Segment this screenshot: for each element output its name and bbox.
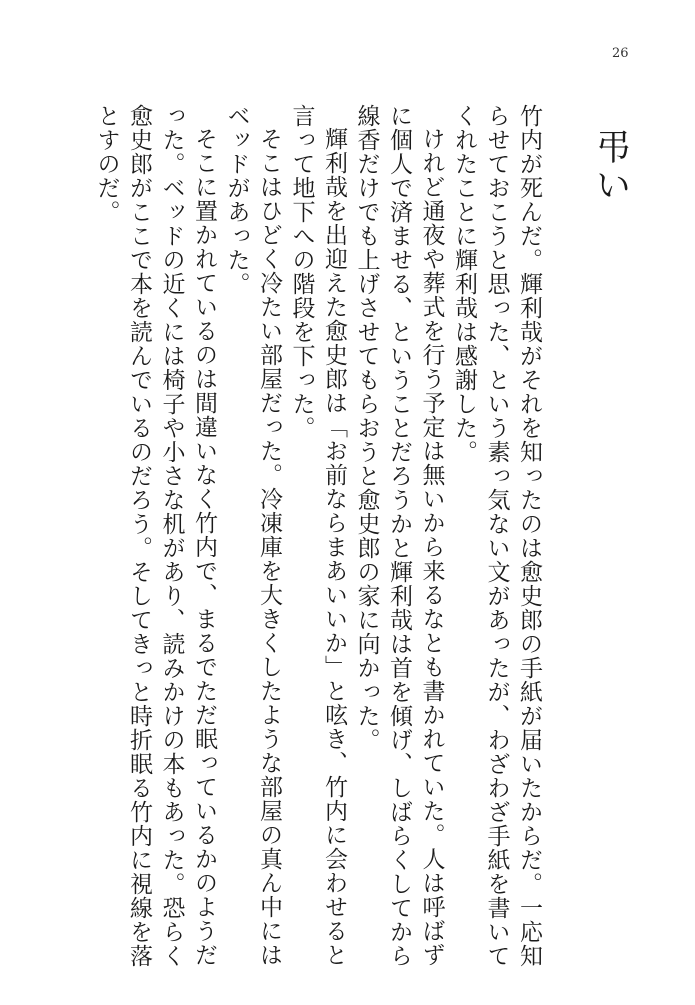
paragraph-1: 竹内が死んだ。輝利哉がそれを知ったのは愈史郎の手紙が届いたからだ。一応知らせておこうと思った、という素っ気ない文があったが、わざわざ手紙を書いてくれたことに輝利哉は感謝した。 [451, 104, 542, 968]
chapter-title: 弔い [590, 128, 631, 204]
body-text [90, 104, 545, 984]
paragraph-5: そこに置かれているのは間違いなく竹内で、まるでただ眠っているかのようだった。ベッドの近くには椅子や小さな机があり、読みかけの本もあった。恐らく愈史郎がここで本を読んでいるのだろう。そしてきっと時折眠る竹内に視線を落とすのだ。 [93, 104, 217, 968]
paragraph-3: 輝利哉を出迎えた愈史郎は「お前ならまあいいか」と呟き、竹内に会わせると言って地下への階段を下った。 [288, 104, 347, 967]
paragraph-2: けれど通夜や葬式を行う予定は無いから来るなとも書かれていた。人は呼ばずに個人で済ませる、ということだろうかと輝利哉は首を傾げ、しばらくしてから線香だけでも上げさせてもらおうと愈史郎の家に向かった。 [353, 104, 445, 968]
page-number: 26 [612, 46, 629, 61]
paragraph-4: そこはひどく冷たい部屋だった。冷凍庫を大きくしたような部屋の真ん中にはベッドがあった。 [223, 104, 282, 967]
